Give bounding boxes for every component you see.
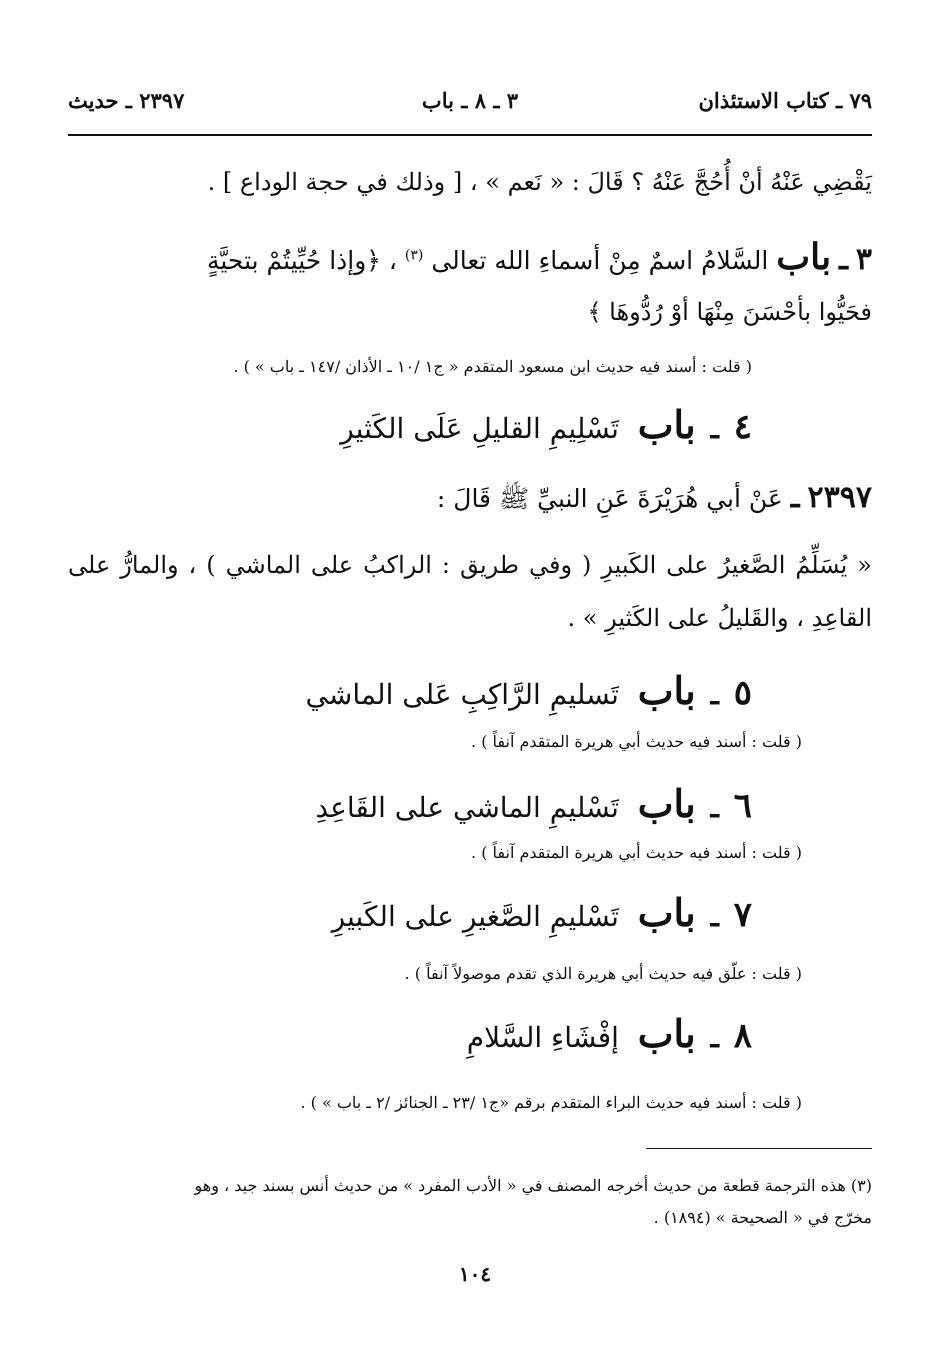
footnote-line-2: مخرّج في « الصحيحة » (١٨٩٤) . <box>653 1208 872 1227</box>
chapter-6-word: باب <box>637 781 696 826</box>
chapter-5-heading <box>306 668 752 713</box>
chapter-4-title: تَسْلِيمِ القليلِ عَلَى الكَثيرِ <box>340 412 619 445</box>
hadith-matn-line-2: القاعِدِ ، والقَليلُ على الكَثيرِ » . <box>567 604 872 632</box>
header-rule <box>68 134 872 136</box>
chapter-4-heading <box>340 402 752 447</box>
chapter-6-heading <box>315 781 752 826</box>
hadith-number: ٢٣٩٧ <box>807 480 872 515</box>
hadith-matn-line-1: « يُسَلِّمُ الصَّغيرُ على الكَبيرِ ( وفي طريق : الراكبُ على الماشي ) ، والمارُّ على <box>68 551 872 579</box>
chapter-7-word: باب <box>637 890 696 935</box>
chapter-4-word: باب <box>637 402 696 447</box>
chapter-3-word: باب <box>776 236 832 278</box>
chapter-5-dash: ـ <box>710 678 719 711</box>
hadith-heading <box>437 480 872 520</box>
running-header <box>68 88 872 124</box>
chapter-8-dash: ـ <box>710 1021 719 1054</box>
hadith-isnad: عَنْ أبي هُرَيْرَةَ عَنِ النبيِّ ﷺ قَالَ : <box>436 484 783 513</box>
footnote-ref-3: (٣) <box>404 247 424 264</box>
chapter-8-word: باب <box>637 1011 696 1056</box>
chapter-6-note: ( قلت : أسند فيه حديث أبي هريرة المتقدم آنفاً ) . <box>471 843 802 862</box>
chapter-7-note: ( قلت : علّق فيه حديث أبي هريرة الذي تقدم موصولاً آنفاً ) . <box>404 964 802 983</box>
hadith-dash: ـ <box>790 480 800 515</box>
chapter-3-dash: ـ <box>839 242 848 277</box>
chapter-5-note: ( قلت : أسند فيه حديث أبي هريرة المتقدم آنفاً ) . <box>471 732 802 751</box>
chapter-5-title: تَسليمِ الرَّاكِبِ عَلى الماشي <box>305 678 619 711</box>
chapter-3-heading <box>207 236 872 278</box>
chapter-7-number: ٧ <box>733 895 752 935</box>
header-hadith-number: ٢٣٩٧ ـ حديث <box>68 88 185 113</box>
chapter-8-note: ( قلت : أسند فيه حديث البراء المتقدم برقم «ج١ /٢٣ ـ الجنائز /٢ ـ باب » ) . <box>300 1093 802 1112</box>
chapter-7-dash: ـ <box>710 900 719 933</box>
chapter-6-dash: ـ <box>710 791 719 824</box>
chapter-3-quran-a: ، ﴿وإذا حُيِّيتُمْ بتحيَّةٍ <box>206 246 397 275</box>
chapter-3-note: ( قلت : أسند فيه حديث ابن مسعود المتقدم « ج١ /١٠ ـ الأذان /١٤٧ ـ باب » ) . <box>233 357 752 376</box>
chapter-3-quran-b: فحَيُّوا بأحْسَنَ مِنْهَا أوْ رُدُّوهَا ﴾ <box>587 298 872 326</box>
chapter-7-heading <box>332 890 752 935</box>
chapter-6-title: تَسْليمِ الماشي على القَاعِدِ <box>315 791 619 824</box>
chapter-3-title: السَّلامُ اسمٌ مِنْ أسماءِ الله تعالى <box>431 246 769 275</box>
chapter-8-heading <box>467 1011 752 1056</box>
chapter-7-title: تَسْليمِ الصَّغيرِ على الكَبيرِ <box>331 900 619 933</box>
footnote-line-1: (٣) هذه الترجمة قطعة من حديث أخرجه المصنف في « الأدب المفرد » من حديث أنس بسند جيد ، وهو <box>194 1176 872 1195</box>
chapter-8-number: ٨ <box>733 1016 752 1056</box>
chapter-6-number: ٦ <box>733 786 752 826</box>
chapter-3-number: ٣ <box>855 242 872 277</box>
chapter-8-title: إفْشَاءِ السَّلامِ <box>466 1021 619 1054</box>
page-number: ١٠٤ <box>458 1262 492 1286</box>
footnote-rule <box>646 1148 872 1149</box>
intro-line: يَقْضِي عَنْهُ أنْ أُحُجَّ عَنْهُ ؟ قَالَ : « نَعم » ، [ وذلك في حجة الوداع ] . <box>207 168 872 196</box>
chapter-5-word: باب <box>637 668 696 713</box>
chapter-4-number: ٤ <box>733 407 752 447</box>
chapter-5-number: ٥ <box>733 673 752 713</box>
chapter-4-dash: ـ <box>710 412 719 445</box>
header-chapter-range: ٣ ـ ٨ ـ باب <box>421 88 519 113</box>
header-book-title: ٧٩ ـ كتاب الاستئذان <box>698 88 872 113</box>
